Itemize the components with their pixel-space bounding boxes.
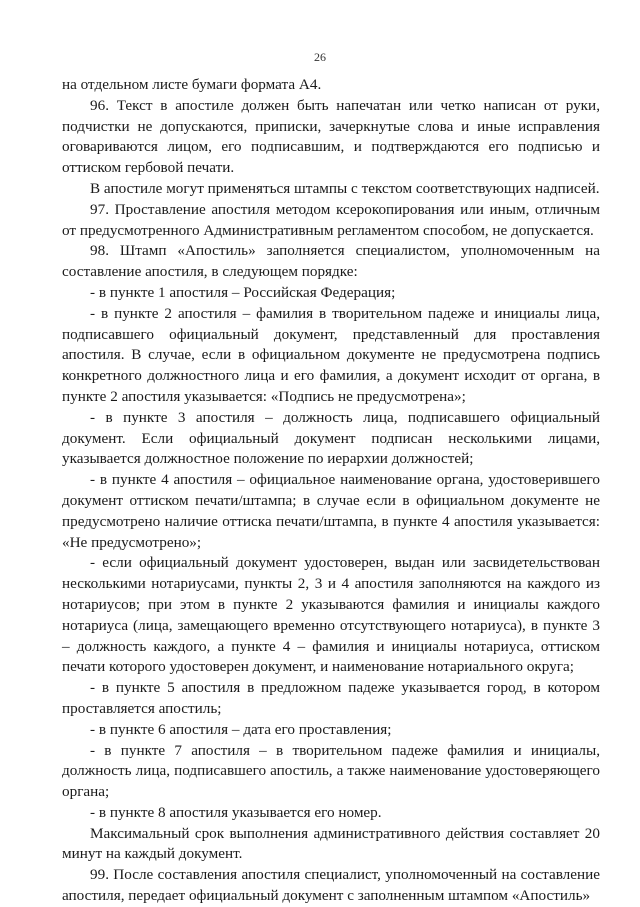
list-item-point-5: - в пункте 5 апостиля в предложном падеже указывается город, в котором проставляется апостиль; xyxy=(62,679,600,717)
page-number: 26 xyxy=(314,50,326,64)
list-item-point-7: - в пункте 7 апостиля – в творительном падеже фамилия и инициалы, должность лица, подписавшего апостиль, а также наименование удостоверяющего органа; xyxy=(62,741,600,801)
document-body xyxy=(62,75,600,907)
list-item-notaries: - если официальный документ удостоверен, выдан или засвидетельствован несколькими нотариусами, пункты 2, 3 и 4 апостиля заполняются на каждого из нотариусов; при этом в пункте 2 указываются фамилия и инициалы каждого нотариуса (лица, замещающего временно отсутствующего нотариуса), в пункте 3 – должность каждого, а пункте 4 – фамилия и инициалы нотариуса, оттиском печати которого удостоверен документ, и наименование нотариального округа; xyxy=(62,554,600,676)
paragraph-stamps-note: В апостиле могут применяться штампы с текстом соответствующих надписей. xyxy=(90,179,600,197)
paragraph-max-time: Максимальный срок выполнения административного действия составляет 20 минут на каждый документ. xyxy=(62,824,600,863)
paragraph-continuation: на отдельном листе бумаги формата А4. xyxy=(62,76,322,93)
list-item-point-6: - в пункте 6 апостиля – дата его проставления; xyxy=(90,720,392,738)
list-item-point-4: - в пункте 4 апостиля – официальное наименование органа, удостоверившего документ оттиском печати/штампа; в случае если в официальном документе не предусмотрено наличие оттиска печати/штампа, в пункте 4 апостиля указывается: «Не предусмотрено»; xyxy=(62,471,600,551)
paragraph-97: 97. Проставление апостиля методом ксерокопирования или иным, отличным от предусмотренного Административным регламентом способом, не допускается. xyxy=(62,200,600,239)
list-item-point-3: - в пункте 3 апостиля – должность лица, подписавшего официальный документ. Если официальный документ подписан несколькими лицами, указывается должностное положение по иерархии должностей; xyxy=(62,408,600,468)
list-item-point-8: - в пункте 8 апостиля указывается его номер. xyxy=(90,803,382,821)
paragraph-98: 98. Штамп «Апостиль» заполняется специалистом, уполномоченным на составление апостиля, в следующем порядке: xyxy=(62,242,600,281)
list-item-point-1: - в пункте 1 апостиля – Российская Федерация; xyxy=(90,283,396,301)
paragraph-96: 96. Текст в апостиле должен быть напечатан или четко написан от руки, подчистки не допускаются, приписки, зачеркнутые слова и иные исправления оговариваются лицом, его подписавшим, и подтверждаются его подписью и оттиском гербовой печати. xyxy=(62,96,600,177)
list-item-point-2: - в пункте 2 апостиля – фамилия в творительном падеже и инициалы лица, подписавшего официальный документ, представленный для проставления апостиля. В случае, если в официальном документе не предусмотрена подпись конкретного должностного лица и его фамилия, а документ исходит от органа, в пункте 2 апостиля указывается: «Подпись не предусмотрена»; xyxy=(62,304,600,405)
paragraph-99: 99. После составления апостиля специалист, уполномоченный на составление апостиля, передает официальный документ с заполненным штампом «Апостиль» xyxy=(62,866,600,905)
